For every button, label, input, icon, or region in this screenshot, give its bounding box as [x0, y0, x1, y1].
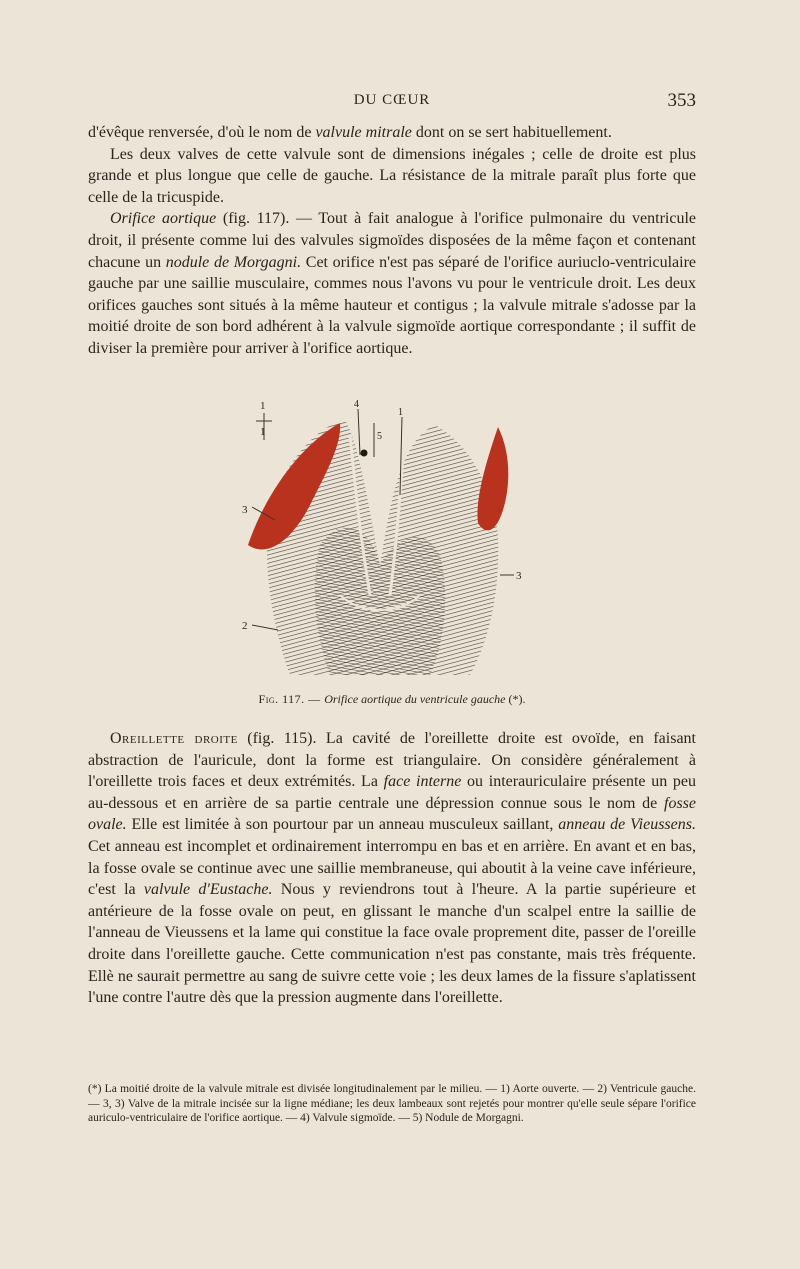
figure-117-illustration: [230, 395, 530, 685]
label-3-left: 3: [242, 504, 248, 516]
text-block-bottom: [88, 728, 696, 1009]
heart-engraving: [230, 395, 530, 685]
footnote: (*) La moitié droite de la valvule mitrale est divisée longitudinalement par le milieu. — 1) Aorte ouverte. — 2) Ventricule gauche. — 3, 3) Valve de la mitrale incisée sur la ligne médiane; les deux lambeaux sont rejetés pour montrer qu'elle seule sépare l'orifice auriculo-ventriculaire de l'orifice aortique. — 4) Valvule sigmoïde. — 5) Nodule de Morgagni.: [88, 1083, 696, 1124]
paragraph-valves: Les deux valves de cette valvule sont de dimensions inégales ; celle de droite est plus grande et plus longue que celle de gauche. La résistance de la mitrale paraît plus forte que celle de la tricuspide.: [88, 145, 696, 206]
page-number: 353: [667, 90, 696, 111]
paragraph-oreillette-droite: Oreillette droite (fig. 115). La cavité de l'oreillette droite est ovoïde, en faisant abstraction de l'auricule, dont la forme est triangulaire. On considère généralement à l'oreillette trois faces et deux extrémités. La face interne ou interauriculaire présente un peu au-dessous et en arrière de sa partie centrale une dépression connue sous le nom de fosse ovale. Elle est limitée à son pourtour par un anneau musculeux saillant, anneau de Vieussens. Cet anneau est incomplet et ordinairement interrompu en bas et en arrière. En avant et en bas, la fosse ovale se continue avec une saillie membraneuse, qui aboutit à la veine cave inférieure, c'est la valvule d'Eustache. Nous y reviendrons tout à l'heure. A la partie supérieure et antérieure de la fosse ovale on peut, en glissant le manche d'un scalpel entre la saillie de l'anneau de Vieussens et la lame qui constitue la face ovale proprement dite, passer de l'oreille droite dans l'oreillette gauche. Cette communication n'est pas constante, mais très fréquente. Ellè ne saurait permettre au sang de suivre cette voie ; les deux lames de la fissure s'aplatissent l'une contre l'autre dès que la pression augmente dans l'oreillette.: [88, 730, 697, 1007]
label-3-right: 3: [516, 570, 522, 582]
running-title: DU CŒUR: [353, 92, 431, 108]
text-block-top: [88, 122, 696, 360]
label-5: 5: [377, 431, 382, 442]
figure-caption: Fig. 117. — Orifice aortique du ventricule gauche (*).: [258, 692, 526, 706]
label-1: 1: [260, 426, 266, 438]
label-2: 2: [242, 620, 248, 632]
label-1-right: 1: [398, 407, 403, 418]
label-1-top: 1: [260, 400, 266, 412]
paragraph-mitrale: d'évêque renversée, d'où le nom de valvule mitrale dont on se sert habituellement.: [88, 124, 612, 141]
page-header: [88, 90, 696, 114]
paragraph-orifice-aortique: Orifice aortique (fig. 117). — Tout à fait analogue à l'orifice pulmonaire du ventricule droit, il présente comme lui des valvules sigmoïdes disposées de la même façon et contenant chacune un nodule de Morgagni. Cet orifice n'est pas séparé de l'orifice auriuclo-ventriculaire gauche par une saillie musculaire, commes nous l'avons vu pour le ventricule droit. Les deux orifices gauches sont situés à la même hauteur et contigus ; la valvule mitrale s'adosse par la moitié droite de son bord adhérent à la valvule sigmoïde aortique correspondante ; il suffit de diviser la première pour arriver à l'orifice aortique.: [88, 210, 697, 357]
label-4: 4: [354, 399, 359, 410]
